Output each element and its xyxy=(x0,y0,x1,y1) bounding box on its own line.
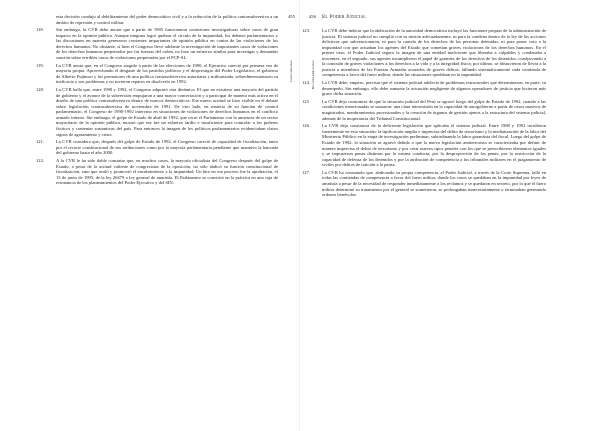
paragraph-text: esta decisión condujo al debilitamiento del poder democrático civil y a la reducción de la política contrasubversiva a un ámbito de represión y control militar. xyxy=(56,14,278,25)
paragraph-number: 121. xyxy=(36,139,45,145)
paragraph-text: La CVR deja constancia de la deficiente legislación que aplicaba el sistema judicial. Entre 1980 y 1992 incidieron fuertemente en esta situación: la tipificación amplia e imprecisa del delito de terrorismo y la mediatización de la labor del Ministerio Público en la etapa de investigación preliminar, subordinando la labor garantista del fiscal. Luego del golpe de Estado de 1992, la situación se agravó debido a que la nueva legislación antiterrorista se caracterizaba por definir de manera imprecisa el delito de terrorismo y por crear nuevos tipos penales con los que se prescribieron elementos iguales y se impusieron penas distintas por la misma conducta; por la desproporción de las penas; por la restricción de la capacidad de defensa de los detenidos y por la atribución de competencia a los tribunales militares en el juzgamiento de civiles por delitos de traición a la patria. xyxy=(322,123,546,168)
paragraph-number: 119. xyxy=(36,62,44,68)
paragraph-125 xyxy=(302,98,546,121)
paragraph-number: 118. xyxy=(36,27,44,33)
paragraph-number: 122. xyxy=(36,158,45,164)
paragraph-127 xyxy=(302,169,546,198)
paragraph-text: A la CVR le ha sido dable constatar que, en muchos casos, la mayoría oficialista del Congreso después del golpe de Estado, a pesar de la actitud valiente de congresistas de la oposición, no sólo abdicó su función constitucional de fiscalización, sino que avaló y promovió el encubrimiento y la impunidad. Un hito en ese proceso fue la aprobación, el 15 de junio de 1995, de la ley 26479 o ley general de amnistía. El Parlamento se convirtió en la práctica en una caja de resonancia de los planteamientos del Poder Ejecutivo y del SIN. xyxy=(56,158,278,186)
paragraph-text: La CVR deja constancia de que la situación judicial del Perú se agravó luego del golpe de Estado de 1992, cuando a las condiciones mencionadas se sumaron: una clara intromisión en la capacidad de autogobierno a partir de casos masivos de magistrados, nombramientos provisionales y la creación de órganos de gestión ajenos a la estructura del sistema judicial, además de la inoperancia del Tribunal Constitucional. xyxy=(322,98,546,121)
paragraph-text: La CVR considera que, después del golpe de Estado de 1992, el Congreso careció de capacidad de fiscalización, tanto por el recorte constitucional de sus atribuciones como por la mayoría parlamentaria pendiente que mantuvo la bancada del gobierno hasta el año 2000. xyxy=(56,139,278,156)
page-number-right: 456 xyxy=(309,14,316,19)
paragraph-number: 124. xyxy=(302,80,311,86)
paragraph-number: 123. xyxy=(302,28,311,33)
paragraph-text: La CVR debe indicar que la abdicación de la autoridad democrática incluyó las funciones propias de la administración de justicia. El sistema judicial no cumplió con su misión adecuadamente, ni para la condena dentro de la ley de las acciones delictivas que subvencionaron, ni para la cautela de los derechos de las personas detenidas, ni para poner coto a la impunidad con que actuaban los agentes del Estado que cometían graves violaciones de los derechos humanos. En el primer caso, el Poder Judicial seguro la imagen de una entidad ineficiente que liberaba a culpables y condenaba a inocentes; en el segundo, sus agentes incumplieron el papel de garantes de los derechos de los detenidos, coadyuvando a la comisión de graves violaciones a los derechos a la vida y a la integridad física; por último, se abstuvieron de llevar a la justicia a miembros de las Fuerzas Armadas acusados de graves delitos, fallando sistemáticamente cada contienda de competencia a favor del fuero militar, donde las situaciones quedaban en la impunidad. xyxy=(322,28,546,78)
running-title: El Poder Judicial xyxy=(322,14,367,20)
side-label-right: Recomendaciones xyxy=(311,60,315,90)
paragraph-text: La CVR debe, empero, precisar que el sistema judicial adolecía de problemas estructurales que determinaron, en parte, su desempeño. Sin embargo, ello debe sumarse la actuación negligente de algunos operadores de justicia que hicieron más grave dicha situación. xyxy=(322,80,546,97)
paragraph-number: 127. xyxy=(302,169,311,175)
side-label-left: Conclusiones xyxy=(289,60,293,82)
paragraph-text: Sin embargo, la CVR debe anotar que a partir de 1985 funcionaron comisiones investigadoras sobre casos de gran impacto en la opinión pública. Aunque ninguna logró quebrar el círculo de la impunidad, los debates parlamentarios y las discusiones en materia generaron corrientes importantes de opinión pública en contra de las violaciones de los derechos humanos. No obstante, si bien el Congreso llevó adelante la investigación de importantes casos de violaciones de los derechos humanos perpetrados por las fuerzas del orden, no hizo un esfuerzo similar para investigar y demandar sanción sobre terribles casos de violaciones perpetradas por el PCP-SL. xyxy=(56,27,278,61)
page-number-left: 455 xyxy=(288,14,295,19)
paragraph-text: La CVR anota que, en el Congreso surgido a partir de las elecciones de 1990, el Ejecutivo careció por primera vez de mayoría propia. Aprovechando el desgaste de los partidos políticos y el desprestigio del Poder Legislativo, el gobierno de Alberto Fujimori y los promotores de una política contrasubversiva autoritaria y militarizada, sobredimensionaron su ineficacia y sus problemas y no tuvieron reparos en disolverlo en 1992. xyxy=(56,62,278,85)
paragraph-119 xyxy=(36,62,278,85)
page-gutter xyxy=(299,0,300,431)
paragraph-121 xyxy=(36,139,278,156)
paragraph-120 xyxy=(36,87,278,137)
paragraph-124 xyxy=(302,80,546,97)
paragraph-122 xyxy=(36,158,278,186)
paragraph-number: 126. xyxy=(302,123,311,129)
paragraph-text: La CVR halla que, entre 1990 y 1992, el Congreso adquirió otra dinámica. El que no existiese una mayoría del partido de gobierno y el avance de la subversión empujaron a una mayor concertación y a participar de manera más activa en el diseño de una política contrasubversiva dentro de marcos democráticos. Ese nuevo actitud se hizo visible en el debate sobre legislación contrasubversiva de noviembre de 1991. De otro lado, en materia de su función de control parlamentario, el Congreso de 1990-1992 intervino en situaciones de violaciones de derechos humanos en el conflicto armado interno. Sin embargo, el golpe de Estado de abril de 1992, que cerró el Parlamento con la anuencia de un sector mayoritario de la opinión pública, mostró que ese fue un esfuerzo tardío e insuficiente para controlar a los poderes fácticos y contentar sustantivas del país. Para entonces la imagen de los políticos parlamentarios evidenciaban claros signos de agotamiento y crisis. xyxy=(56,87,278,137)
paragraph-text: La CVR ha constatado que, abdicando su propia competencia, el Poder Judicial, a través de la Corte Suprema, falló en todas las contiendas de competencia a favor del fuero militar, donde los casos se quedaban en la impunidad por leyes de amnistía a pesar de la necesidad de responder inmediatamente a los reclamos y se quedaron en secreto, por lo que el fuero militar determinó su tratamiento por el general se sometieron, se prolongaban innecesariamente o terminaban generando ordenes benévolas. xyxy=(322,169,546,198)
continuation-paragraph xyxy=(56,14,278,25)
paragraph-126 xyxy=(302,123,546,168)
paragraph-number: 125. xyxy=(302,98,311,104)
paragraph-118 xyxy=(36,27,278,61)
paragraph-number: 120. xyxy=(36,87,45,93)
left-page xyxy=(36,0,278,188)
